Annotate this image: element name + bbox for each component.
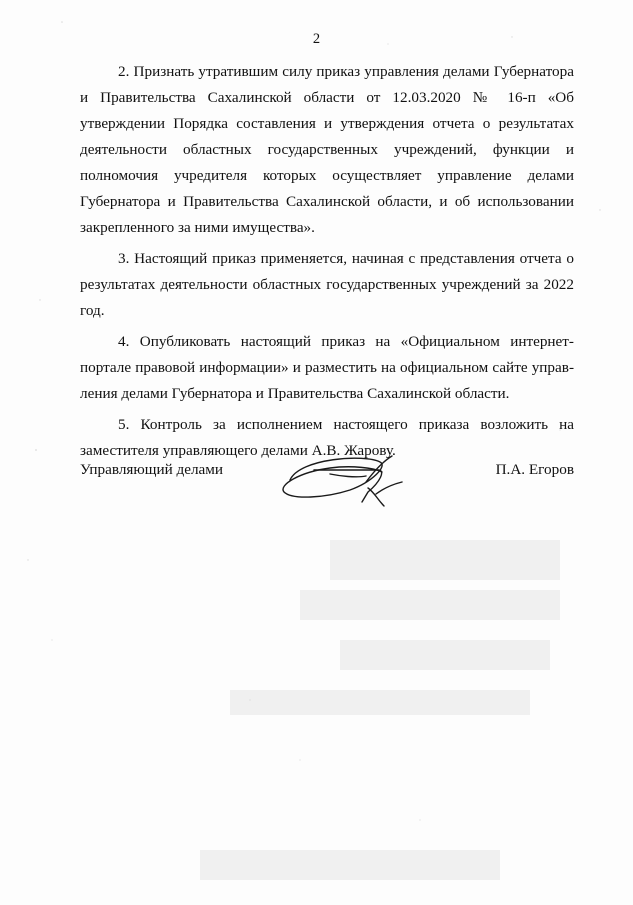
page-number: 2	[312, 31, 321, 47]
document-body	[80, 59, 574, 469]
paragraph-item-5: 5. Контроль за исполнением настоящего приказа возложить на заместителя управляющего делами А.В. Жарову.	[80, 416, 574, 459]
paragraph-item-2: 2. Признать утратившим силу приказ управления делами Губернатора и Правительства Сахалинской области от 12.03.2020 № 16-п «Об утверждении Порядка составления и утверждения отчета о результатах деятельности областных государственных учреждений, функции и полномочия учредителя которых осуществляет управление делами Губернатора и Правительства Сахалинской области, и об использовании закрепленного за ними имущества».	[80, 63, 574, 236]
paragraph-item-4: 4. Опубликовать настоящий приказ на «Официальном интернет-портале правовой информации» и разместить на официальном сайте управления делами Губернатора и Правительства Сахалинской области.	[80, 333, 574, 402]
signer-title: Управляющий делами	[80, 461, 224, 478]
signature-block	[80, 452, 574, 512]
paragraph-item-3: 3. Настоящий приказ применяется, начиная с представления отчета о результатах деятельности областных государственных учреждений за 2022 год.	[80, 250, 574, 319]
signer-name: П.А. Егоров	[495, 461, 574, 478]
handwritten-signature	[270, 452, 410, 510]
